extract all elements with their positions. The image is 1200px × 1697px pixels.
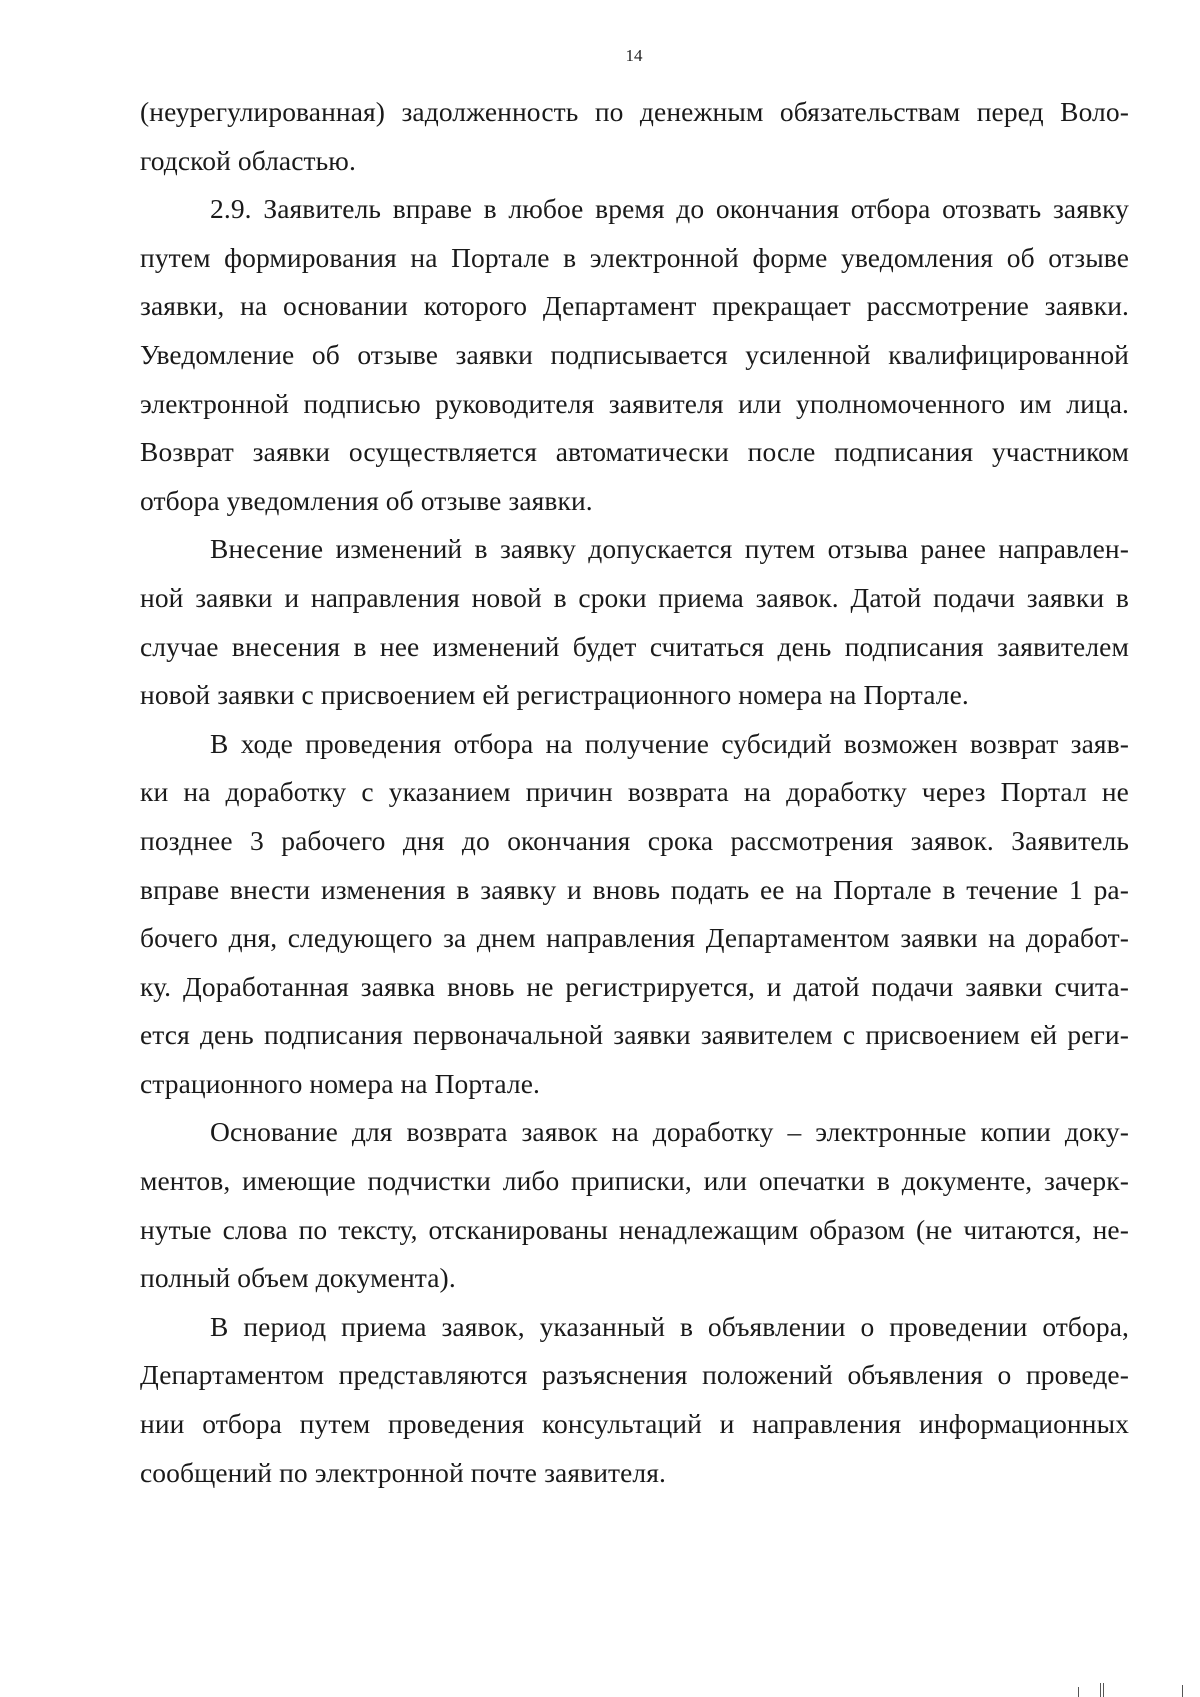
text-line: ется день подписания первоначальной заявки заявителем с присвоением ей реги- — [140, 1019, 1129, 1051]
text-line: позднее 3 рабочего дня до окончания срока рассмотрения заявок. Заявитель — [140, 824, 1129, 856]
text-line: В период приема заявок, указанный в объявлении о проведении отбора, — [210, 1310, 1129, 1342]
paragraph — [140, 1108, 1129, 1302]
text-line: Возврат заявки осуществляется автоматически после подписания участником — [140, 436, 1129, 468]
text-line: ки на доработку с указанием причин возврата на доработку через Портал не — [140, 776, 1129, 808]
text-line: заявки, на основании которого Департамент прекращает рассмотрение заявки. — [140, 290, 1129, 322]
text-line: страционного номера на Портале. — [140, 1067, 540, 1099]
text-line: В ходе проведения отбора на получение субсидий возможен возврат заяв- — [210, 727, 1129, 759]
text-line: электронной подписью руководителя заявителя или уполномоченного им лица. — [140, 387, 1129, 419]
document-body — [140, 88, 1129, 1497]
text-line: Внесение изменений в заявку допускается путем отзыва ранее направлен- — [210, 533, 1129, 565]
text-line: нутые слова по тексту, отсканированы ненадлежащим образом (не читаются, не- — [140, 1213, 1129, 1245]
text-line: ментов, имеющие подчистки либо приписки, или опечатки в документе, зачерк- — [140, 1165, 1129, 1197]
paragraph — [140, 88, 1129, 185]
paragraph — [140, 525, 1129, 719]
text-line: бочего дня, следующего за днем направления Департаментом заявки на доработ- — [140, 922, 1129, 954]
paragraph — [140, 185, 1129, 525]
text-line: ной заявки и направления новой в сроки приема заявок. Датой подачи заявки в — [140, 581, 1129, 613]
text-line: Основание для возврата заявок на доработку – электронные копии доку- — [210, 1116, 1129, 1148]
text-line: Уведомление об отзыве заявки подписывается усиленной квалифицированной — [140, 338, 1129, 370]
text-line: Департаментом представляются разъяснения положений объявления о проведе- — [140, 1359, 1129, 1391]
text-line: отбора уведомления об отзыве заявки. — [140, 484, 593, 516]
scan-edge-marks — [1070, 1679, 1190, 1697]
text-line: полный объем документа). — [140, 1262, 456, 1294]
text-line: ку. Доработанная заявка вновь не регистрируется, и датой подачи заявки счита- — [140, 970, 1129, 1002]
paragraph — [140, 720, 1129, 1109]
text-line: вправе внести изменения в заявку и вновь подать ее на Портале в течение 1 ра- — [140, 873, 1129, 905]
text-line: годской областью. — [140, 144, 356, 176]
text-line: (неурегулированная) задолженность по денежным обязательствам перед Воло- — [140, 96, 1129, 127]
text-line: новой заявки с присвоением ей регистрационного номера на Портале. — [140, 679, 969, 711]
text-line: случае внесения в нее изменений будет считаться день подписания заявителем — [140, 630, 1129, 662]
text-line: 2.9. Заявитель вправе в любое время до окончания отбора отозвать заявку — [210, 193, 1129, 225]
text-line: путем формирования на Портале в электронной форме уведомления об отзыве — [140, 241, 1129, 273]
text-line: сообщений по электронной почте заявителя. — [140, 1456, 666, 1488]
text-line: нии отбора путем проведения консультаций и направления информационных — [140, 1408, 1129, 1440]
page-number: 14 — [625, 46, 643, 65]
paragraph — [140, 1303, 1129, 1497]
